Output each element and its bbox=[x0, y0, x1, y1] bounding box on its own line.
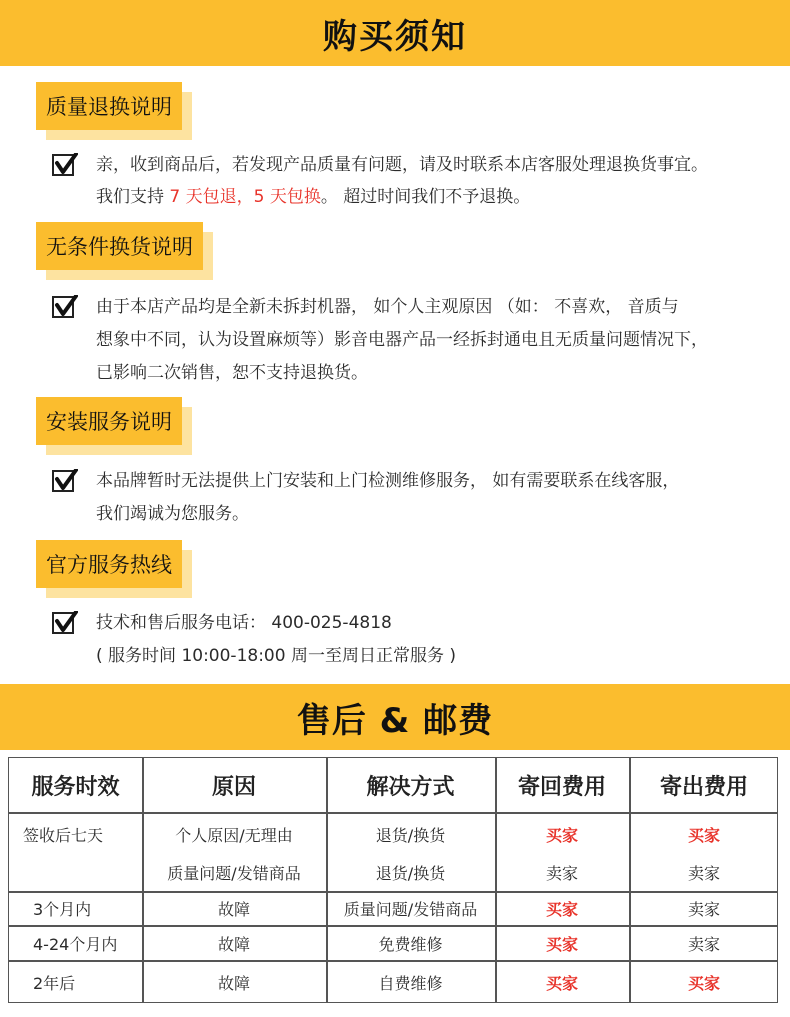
section-text-line: 由于本店产品均是全新未拆封机器， 如个人主观原因 （如： 不喜欢， 音质与 bbox=[96, 297, 679, 317]
table-cell-solution: 免费维修 bbox=[378, 934, 443, 954]
table-cell-solution: 自费维修 bbox=[378, 973, 443, 993]
table-cell-ship-fee: 卖家 bbox=[687, 900, 720, 919]
table-cell-return-fee: 买家 bbox=[545, 973, 578, 993]
text-segment: 。 超过时间我们不予退换。 bbox=[320, 187, 531, 207]
table-cell-reason: 质量问题/发错商品 bbox=[167, 863, 301, 883]
table-header-cell: 寄回费用 bbox=[517, 774, 606, 800]
section-text-line: 本品牌暂时无法提供上门安装和上门检测维修服务， 如有需要联系在线客服， bbox=[96, 471, 680, 491]
text-segment: 我们支持 bbox=[96, 187, 170, 207]
table-cell-reason: 个人原因/无理由 bbox=[175, 825, 293, 845]
table-header-cell: 原因 bbox=[211, 774, 256, 800]
checkbox-check-icon bbox=[52, 153, 78, 177]
table-cell-period: 签收后七天 bbox=[23, 825, 104, 845]
section-text-line: 亲，收到商品后，若发现产品质量有问题，请及时联系本店客服处理退换货事宜。 bbox=[96, 155, 708, 175]
table-cell-reason: 故障 bbox=[217, 934, 250, 954]
table-cell-reason: 故障 bbox=[217, 900, 250, 919]
table-cell-return-fee: 买家 bbox=[545, 934, 578, 954]
section-title-quality-return: 质量退换说明 bbox=[36, 82, 182, 130]
checkbox-check-icon bbox=[52, 611, 78, 635]
hotline-hours-text: ( 服务时间 10:00-18:00 周一至周日正常服务 ) bbox=[96, 646, 456, 666]
hotline-phone-text: 技术和售后服务电话： 400-025-4818 bbox=[96, 613, 392, 633]
section-text-line: 我们竭诚为您服务。 bbox=[96, 504, 249, 524]
section-title-installation: 安装服务说明 bbox=[36, 397, 182, 445]
table-header-cell: 寄出费用 bbox=[659, 774, 748, 800]
table-cell-return-fee: 卖家 bbox=[545, 863, 578, 883]
table-header-cell: 解决方式 bbox=[366, 774, 455, 800]
table-cell-solution: 退货/换货 bbox=[375, 825, 446, 845]
checkbox-check-icon bbox=[52, 469, 78, 493]
table-cell-return-fee: 买家 bbox=[545, 900, 578, 919]
section-text-line: 已影响二次销售，恕不支持退换货。 bbox=[96, 363, 368, 383]
table-cell-ship-fee: 买家 bbox=[687, 973, 720, 993]
highlight-return-policy: 7 天包退，5 天包换 bbox=[169, 187, 321, 207]
section-text-line: 想象中不同，认为设置麻烦等）影音电器产品一经拆封通电且无质量问题情况下， bbox=[96, 330, 708, 350]
table-cell-return-fee: 买家 bbox=[545, 825, 578, 845]
page-banner-notice: 购买须知 bbox=[0, 0, 790, 66]
table-divider bbox=[9, 812, 777, 814]
table-cell-reason: 故障 bbox=[217, 973, 250, 993]
section-title-hotline: 官方服务热线 bbox=[36, 540, 182, 588]
table-cell-period: 4-24个月内 bbox=[33, 934, 118, 954]
table-cell-solution: 退货/换货 bbox=[375, 863, 446, 883]
after-sales-table bbox=[8, 757, 778, 1003]
table-cell-ship-fee: 卖家 bbox=[687, 934, 720, 954]
section-text-line bbox=[96, 186, 530, 208]
section-title-unconditional-exchange: 无条件换货说明 bbox=[36, 222, 203, 270]
table-header-cell: 服务时效 bbox=[31, 774, 120, 800]
table-cell-ship-fee: 买家 bbox=[687, 825, 720, 845]
checkbox-check-icon bbox=[52, 295, 78, 319]
table-cell-period: 2年后 bbox=[33, 973, 76, 993]
table-cell-solution: 质量问题/发错商品 bbox=[343, 900, 478, 919]
after-sales-banner: 售后 & 邮费 bbox=[0, 684, 790, 750]
table-cell-period: 3个月内 bbox=[33, 900, 92, 919]
table-cell-ship-fee: 卖家 bbox=[687, 863, 720, 883]
